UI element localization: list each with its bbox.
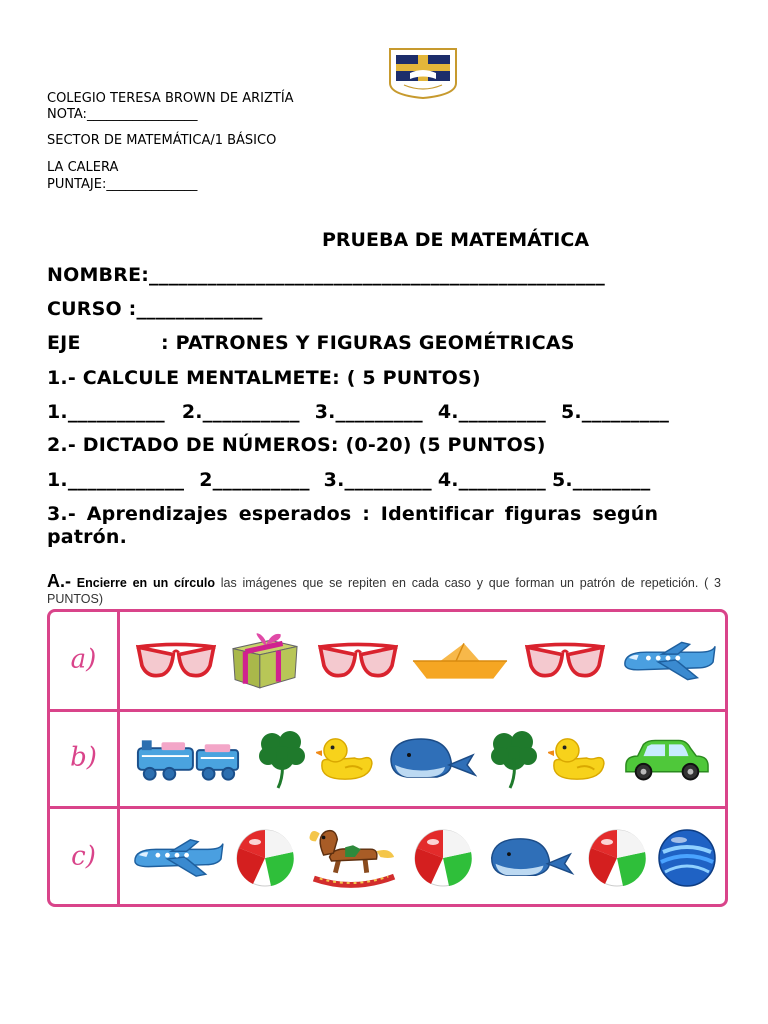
- part-a-bold: Encierre en un círculo: [76, 576, 215, 590]
- rubber-duck-icon[interactable]: [546, 712, 610, 806]
- q1-answer-2: 2.__________: [181, 401, 300, 423]
- city-label: LA CALERA: [47, 160, 119, 175]
- q1-answer-3: 3._________: [314, 401, 423, 423]
- page-title: PRUEBA DE MATEMÁTICA: [322, 229, 590, 251]
- row-label-b: b): [50, 712, 120, 806]
- eje-value: : PATRONES Y FIGURAS GEOMÉTRICAS: [161, 332, 575, 354]
- pattern-row-b: [50, 712, 725, 806]
- beach-ball-icon[interactable]: [410, 809, 476, 907]
- puntaje-field: [47, 177, 197, 192]
- nota-blank: _________________: [86, 107, 198, 122]
- puntaje-label: PUNTAJE:: [47, 177, 107, 192]
- toy-car-icon[interactable]: [618, 712, 714, 806]
- q1-heading: 1.- CALCULE MENTALMETE: ( 5 PUNTOS): [47, 367, 481, 389]
- clover-icon[interactable]: [250, 712, 314, 806]
- q1-answers: [47, 401, 727, 423]
- whale-icon[interactable]: [484, 809, 578, 907]
- q1-answer-4: 4._________: [437, 401, 546, 423]
- rocking-horse-icon[interactable]: [304, 809, 402, 907]
- beach-ball-icon[interactable]: [232, 809, 298, 907]
- q1-answer-1: 1.__________: [47, 401, 165, 423]
- pattern-row-c: [50, 809, 725, 907]
- q2-heading: 2.- DICTADO DE NÚMEROS: (0-20) (5 PUNTOS): [47, 434, 546, 456]
- q2-answer-1: 1.____________: [47, 469, 185, 491]
- gift-box-icon[interactable]: [225, 612, 305, 709]
- q2-answer-4: 4._________: [437, 469, 546, 491]
- sunglasses-icon[interactable]: [128, 612, 224, 709]
- part-a-rest: las imágenes que se repiten en cada caso y que forman un patrón de repetición. ( 3 PUNTOS): [47, 576, 721, 606]
- puntaje-blank: ______________: [106, 177, 198, 192]
- part-a-letter: A.-: [47, 571, 71, 591]
- whale-icon[interactable]: [386, 712, 478, 806]
- q2-answer-3: 3._________: [323, 469, 432, 491]
- q2-answer-5: 5.________: [551, 469, 651, 491]
- q2-answer-2: 2__________: [199, 469, 310, 491]
- school-name: COLEGIO TERESA BROWN DE ARIZTÍA: [47, 91, 294, 106]
- nota-field: [47, 107, 197, 122]
- q1-answer-5: 5._________: [560, 401, 670, 423]
- sector-label: SECTOR DE MATEMÁTICA/1 BÁSICO: [47, 133, 277, 148]
- pattern-row-a: [50, 612, 725, 709]
- school-crest-logo: [388, 47, 458, 99]
- nota-label: NOTA:: [47, 107, 87, 122]
- curso-field: CURSO :_____________: [47, 298, 263, 320]
- row-label-c: c): [50, 809, 120, 907]
- nombre-field: NOMBRE:_______________________________________________: [47, 264, 605, 286]
- sunglasses-icon[interactable]: [310, 612, 406, 709]
- toy-train-icon[interactable]: [132, 712, 244, 806]
- sunglasses-icon[interactable]: [517, 612, 613, 709]
- part-a-instructions: [47, 573, 721, 607]
- airplane-icon[interactable]: [615, 612, 720, 709]
- clover-icon[interactable]: [482, 712, 546, 806]
- row-label-a: a): [50, 612, 120, 709]
- q2-answers: [47, 469, 727, 491]
- eje-label: EJE: [47, 332, 81, 354]
- q3-heading: 3.- Aprendizajes esperados : Identificar figuras según patrón.: [47, 503, 659, 548]
- airplane-icon[interactable]: [128, 809, 226, 907]
- blue-ball-icon[interactable]: [654, 809, 720, 907]
- beach-ball-icon[interactable]: [584, 809, 650, 907]
- rubber-duck-icon[interactable]: [314, 712, 378, 806]
- paper-boat-icon[interactable]: [408, 612, 512, 709]
- pattern-table: [47, 609, 728, 907]
